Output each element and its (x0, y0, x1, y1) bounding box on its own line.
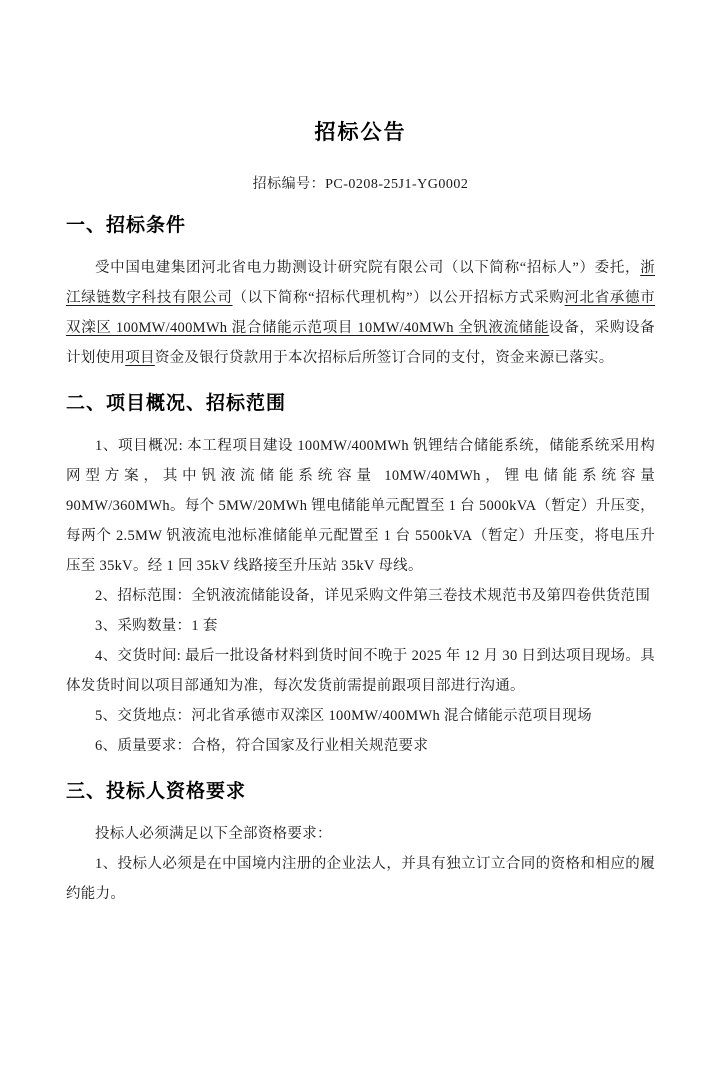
body-text: 5、交货地点：河北省承德市双滦区 100MW/400MWh 混合储能示范项目现场 (95, 708, 592, 724)
body-text: 4、交货时间: 最后一批设备材料到货时间不晚于 2025 年 12 月 30 日到达项目现场。具体发货时间以项目部通知为准，每次发货前需提前跟项目部进行沟通。 (66, 648, 655, 694)
paragraph (66, 253, 655, 373)
body-text: 资金及银行贷款用于本次招标后所签订合同的支付，资金来源已落实。 (154, 350, 614, 366)
body-text: 投标人必须满足以下全部资格要求： (95, 826, 332, 842)
document-body (66, 213, 655, 909)
paragraph (66, 641, 655, 701)
section-1 (66, 213, 655, 373)
paragraph (66, 701, 655, 731)
paragraph (66, 431, 655, 581)
document-title: 招标公告 (314, 121, 407, 144)
paragraph (66, 731, 655, 761)
body-text: 受中国电建集团河北省电力勘测设计研究院有限公司（以下简称“招标人”）委托， (95, 260, 641, 276)
section-3 (66, 779, 655, 909)
paragraph (66, 611, 655, 641)
body-text: 1、投标人必须是在中国境内注册的企业法人，并具有独立订立合同的资格和相应的履约能力。 (66, 856, 655, 902)
body-text: 6、质量要求：合格，符合国家及行业相关规范要求 (95, 738, 429, 754)
body-text: 3、采购数量：1 套 (95, 618, 218, 634)
body-text: 2、招标范围：全钒液流储能设备，详见采购文件第三卷技术规范书及第四卷供货范围 (95, 588, 651, 604)
body-text: （以下简称“招标代理机构”）以公开招标方式采购 (232, 290, 565, 306)
section-heading: 二、项目概况、招标范围 (66, 393, 287, 414)
underlined-text: 浙江绿链数字科技有限公司 (66, 260, 655, 306)
paragraph (66, 581, 655, 611)
paragraph (66, 849, 655, 909)
body-text: 设备，采购设备计划使用 (66, 320, 655, 366)
tender-number-label: 招标编号： (252, 177, 326, 192)
tender-number-value: PC-0208-25J1-YG0002 (325, 177, 469, 192)
section-heading: 三、投标人资格要求 (66, 781, 247, 802)
paragraph (66, 819, 655, 849)
underlined-text: 河北省承德市双滦区 100MW/400MWh 混合储能示范项目 10MW/40MWh 全钒液流储能 (66, 290, 655, 336)
body-text: 1、项目概况: 本工程项目建设 100MW/400MWh 钒锂结合储能系统，储能系统采用构网型方案，其中钒液流储能系统容量 10MW/40MWh，锂电储能系统容量 90MW/360MWh。每个 5MW/20MWh 锂电储能单元配置至 1 台 5000kVA（暂定）升压变，每两个 2.5MW 钒液流电池标准储能单元配置至 1 台 5500kVA（暂定）升压变，将电压升压至 35kV。经 1 回 35kV 线路接至升压站 35kV 母线。 (66, 438, 655, 574)
section-heading: 一、招标条件 (66, 215, 187, 236)
section-2 (66, 391, 655, 761)
tender-number-line (66, 175, 655, 195)
underlined-text: 项目 (125, 350, 155, 366)
